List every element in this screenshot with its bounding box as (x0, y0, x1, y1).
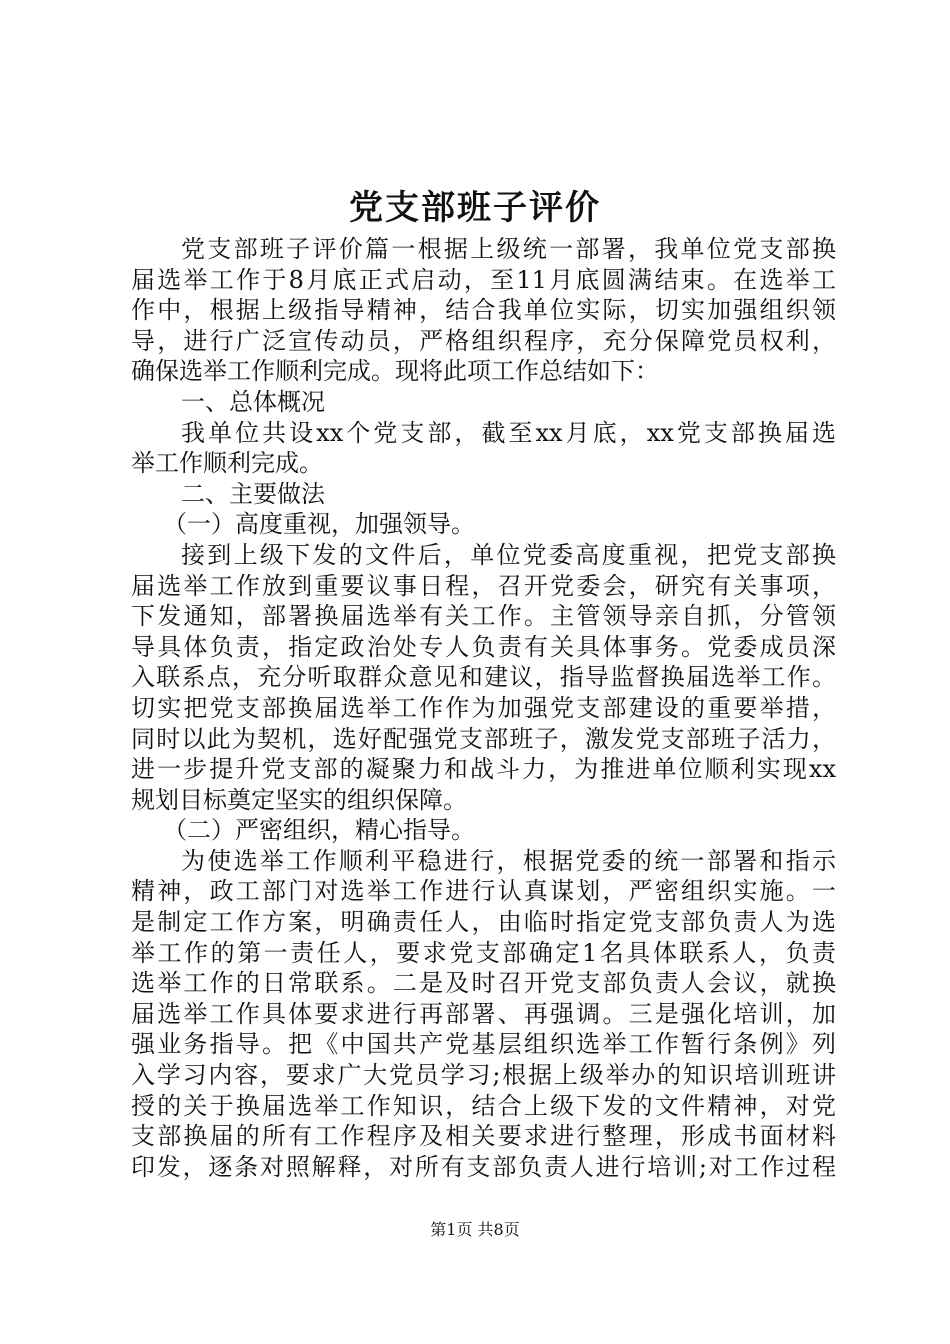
text-line: 印发，逐条对照解释，对所有支部负责人进行培训;对工作过程 (131, 1152, 836, 1181)
text-line: 入联系点，充分听取群众意见和建议，指导监督换届选举工作。 (131, 663, 836, 692)
text-line: 是制定工作方案，明确责任人，由临时指定党支部负责人为选 (131, 908, 836, 937)
subsection-heading: （一）高度重视，加强领导。 (163, 510, 475, 539)
document-body (131, 234, 836, 1182)
text-line: 届选举工作于8月底正式启动，至11月底圆满结束。在选举工 (131, 265, 836, 294)
text-line: 规划目标奠定坚实的组织保障。 (131, 785, 467, 814)
text-line: 选举工作的日常联系。二是及时召开党支部负责人会议，就换 (131, 969, 836, 998)
text-line: 作中，根据上级指导精神，结合我单位实际，切实加强组织领 (131, 296, 836, 325)
page-number-footer: 第1页 共8页 (430, 1220, 520, 1239)
text-line: 支部换届的所有工作程序及相关要求进行整理，形成书面材料 (131, 1122, 836, 1151)
text-line: 届选举工作放到重要议事日程，召开党委会，研究有关事项， (131, 571, 836, 600)
text-line: 接到上级下发的文件后，单位党委高度重视，把党支部换 (181, 540, 836, 569)
section-heading: 一、总体概况 (181, 387, 325, 416)
text-line: 为使选举工作顺利平稳进行，根据党委的统一部署和指示 (181, 846, 836, 875)
text-line: 确保选举工作顺利完成。现将此项工作总结如下： (131, 357, 659, 386)
text-line: 授的关于换届选举工作知识，结合上级下发的文件精神，对党 (131, 1091, 836, 1120)
text-line: 入学习内容，要求广大党员学习;根据上级举办的知识培训班讲 (131, 1061, 836, 1090)
text-line: 下发通知，部署换届选举有关工作。主管领导亲自抓，分管领 (131, 602, 836, 631)
text-line: 强业务指导。把《中国共产党基层组织选举工作暂行条例》列 (131, 1030, 836, 1059)
document-title: 党支部班子评价 (349, 188, 601, 228)
text-line: 党支部班子评价篇一根据上级统一部署，我单位党支部换 (181, 235, 836, 263)
section-heading: 二、主要做法 (181, 479, 325, 508)
text-line: 导具体负责，指定政治处专人负责有关具体事务。党委成员深 (131, 632, 836, 661)
subsection-heading: （二）严密组织，精心指导。 (163, 816, 475, 845)
text-line: 届选举工作具体要求进行再部署、再强调。三是强化培训，加 (131, 999, 836, 1028)
text-line: 进一步提升党支部的凝聚力和战斗力，为推进单位顺利实现xx (131, 755, 836, 784)
text-line: 举工作的第一责任人，要求党支部确定1名具体联系人，负责 (131, 938, 836, 967)
text-line: 我单位共设xx个党支部，截至xx月底，xx党支部换届选 (181, 418, 836, 447)
text-line: 精神，政工部门对选举工作进行认真谋划，严密组织实施。一 (131, 877, 836, 906)
text-line: 举工作顺利完成。 (131, 449, 323, 478)
text-line: 导，进行广泛宣传动员，严格组织程序，充分保障党员权利， (131, 326, 836, 355)
text-line: 切实把党支部换届选举工作作为加强党支部建设的重要举措， (131, 693, 836, 722)
text-line: 同时以此为契机，选好配强党支部班子，激发党支部班子活力， (131, 724, 836, 753)
